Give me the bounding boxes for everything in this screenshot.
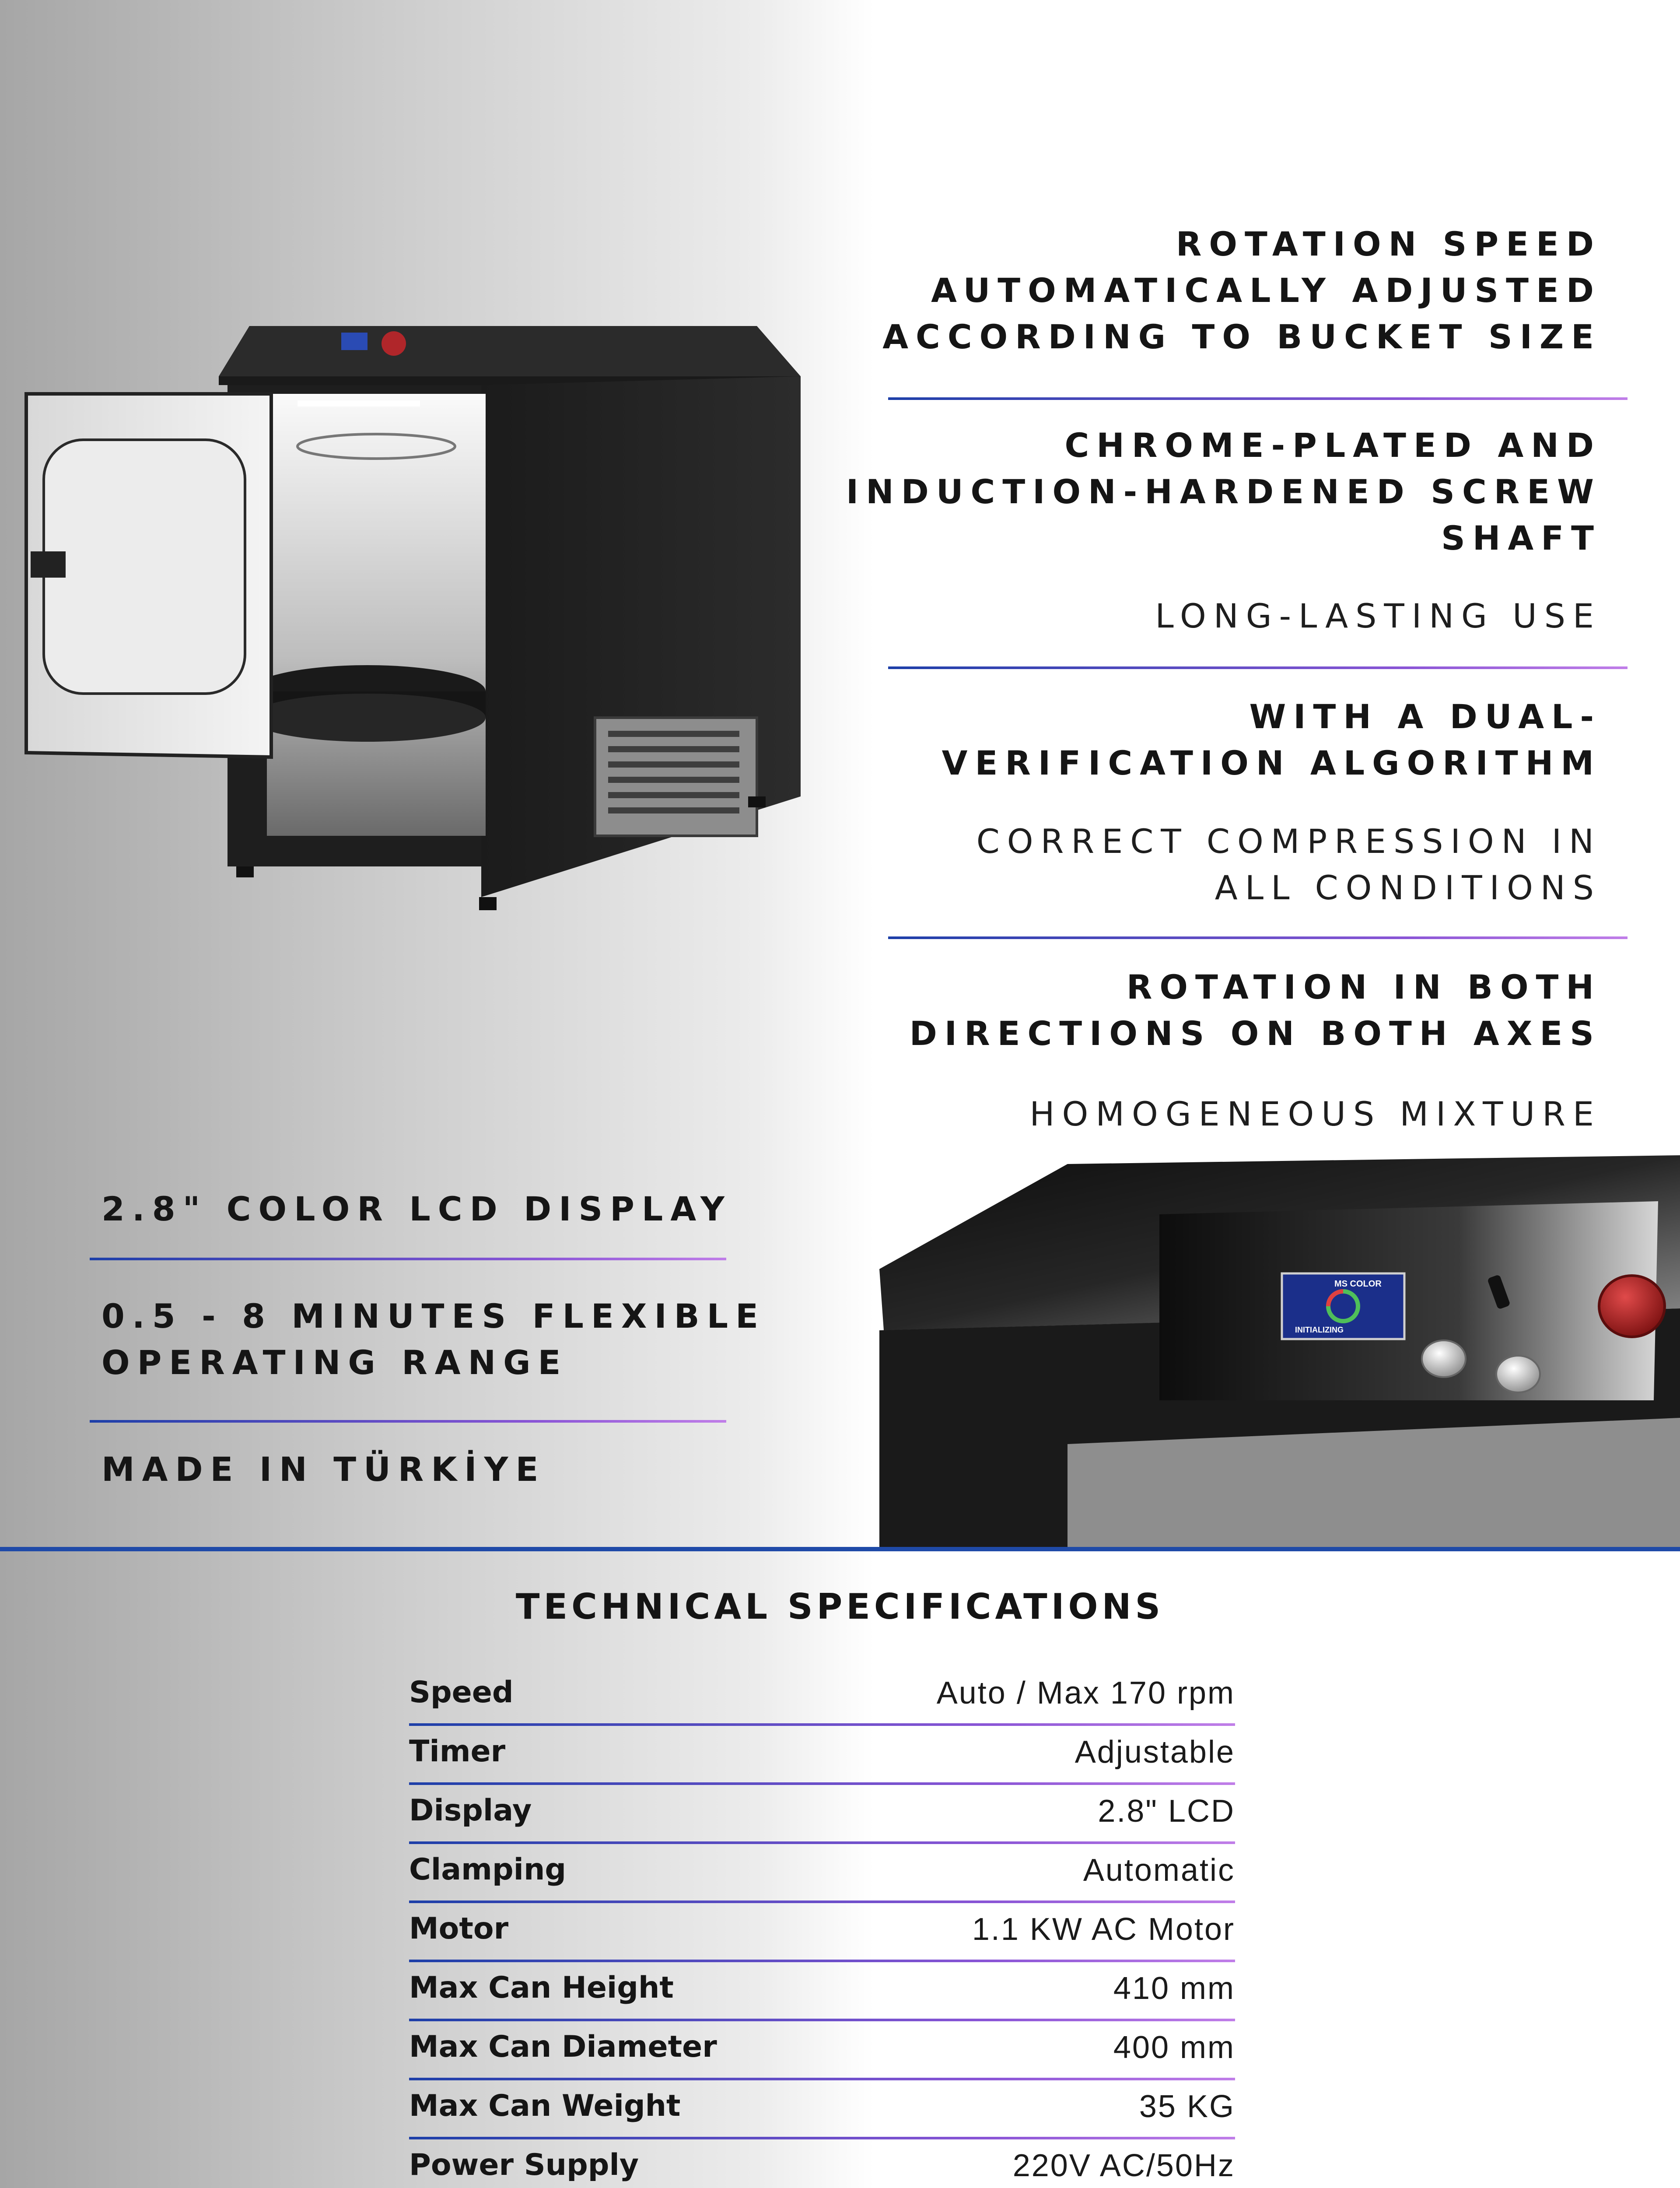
spec-label: Speed — [409, 1675, 514, 1710]
divider — [409, 2019, 1235, 2021]
spec-row — [409, 1790, 1235, 1849]
divider — [409, 1841, 1235, 1844]
feature-heading: CHROME-PLATED AND INDUCTION-HARDENED SCREW SHAFT — [846, 426, 1601, 558]
spec-row — [409, 2026, 1235, 2085]
divider — [888, 666, 1628, 669]
specs-title: TECHNICAL SPECIFICATIONS — [515, 1586, 1165, 1627]
spec-value: Adjustable — [1074, 1735, 1235, 1770]
spec-label: Display — [409, 1793, 532, 1828]
divider — [409, 1723, 1235, 1726]
spec-row — [409, 1672, 1235, 1731]
divider — [409, 1900, 1235, 1903]
lcd-status: INITIALIZING — [1295, 1325, 1344, 1334]
spec-label: Max Can Weight — [409, 2089, 681, 2123]
spec-row — [409, 1908, 1235, 1967]
feature-subtext: LONG-LASTING USE — [1155, 596, 1601, 635]
divider — [888, 936, 1628, 939]
spec-row — [409, 2144, 1235, 2188]
control-panel-image — [879, 1155, 1680, 1551]
spec-row — [409, 1967, 1235, 2026]
spec-label: Timer — [409, 1734, 506, 1769]
spec-value: Auto / Max 170 rpm — [936, 1676, 1235, 1711]
feature-heading: ROTATION IN BOTH DIRECTIONS ON BOTH AXES — [909, 968, 1601, 1053]
feature-heading: ROTATION SPEED AUTOMATICALLY ADJUSTED ACCORDING TO BUCKET SIZE — [882, 224, 1601, 356]
specs-table — [409, 1672, 1235, 2188]
divider — [90, 1420, 726, 1423]
spec-label: Power Supply — [409, 2148, 639, 2182]
feature-heading: 0.5 - 8 MINUTES FLEXIBLE OPERATING RANGE — [102, 1297, 766, 1382]
divider — [409, 1782, 1235, 1785]
spec-label: Max Can Diameter — [409, 2030, 717, 2064]
lcd-screen — [1282, 1273, 1404, 1339]
feature-heading: WITH A DUAL- VERIFICATION ALGORITHM — [942, 697, 1601, 782]
divider — [409, 2137, 1235, 2139]
section-divider — [0, 1547, 1680, 1551]
mixer-product-image — [18, 315, 840, 936]
emergency-stop-button[interactable] — [1599, 1276, 1665, 1337]
divider — [409, 1960, 1235, 1962]
feature-heading: MADE IN TÜRKİYE — [102, 1450, 546, 1489]
feature-subtext: HOMOGENEOUS MIXTURE — [1029, 1094, 1601, 1133]
panel-button-right[interactable] — [1496, 1356, 1540, 1392]
spec-row — [409, 1849, 1235, 1908]
spec-label: Clamping — [409, 1852, 567, 1887]
spec-value: 400 mm — [1113, 2030, 1235, 2065]
spec-row — [409, 2085, 1235, 2144]
spec-value: 2.8" LCD — [1098, 1794, 1235, 1829]
spec-value: 220V AC/50Hz — [1012, 2148, 1235, 2183]
spec-value: 1.1 KW AC Motor — [972, 1912, 1235, 1947]
spec-value: 410 mm — [1113, 1971, 1235, 2006]
spec-row — [409, 1731, 1235, 1790]
feature-subtext: CORRECT COMPRESSION IN ALL CONDITIONS — [976, 822, 1601, 907]
spec-label: Motor — [409, 1911, 509, 1946]
panel-button-left[interactable] — [1422, 1340, 1466, 1377]
divider — [888, 397, 1628, 400]
feature-heading: 2.8" COLOR LCD DISPLAY — [102, 1189, 732, 1228]
divider — [90, 1258, 726, 1260]
divider — [409, 2078, 1235, 2080]
spec-value: Automatic — [1083, 1853, 1235, 1888]
spec-value: 35 KG — [1139, 2089, 1235, 2124]
lcd-brand: MS COLOR — [1334, 1279, 1382, 1289]
spec-label: Max Can Height — [409, 1971, 674, 2005]
